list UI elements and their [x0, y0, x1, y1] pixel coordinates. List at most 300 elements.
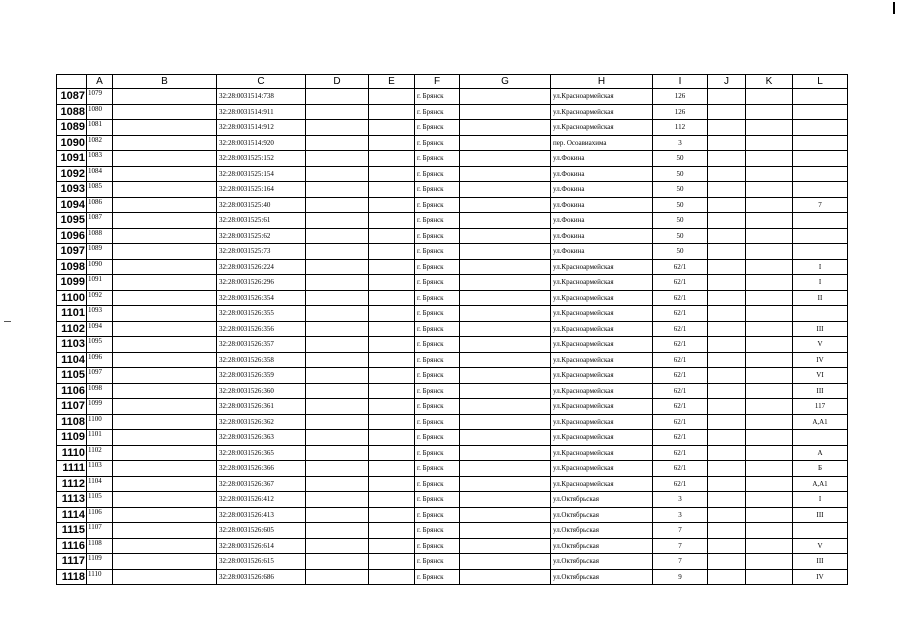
- cell-k[interactable]: [746, 430, 793, 446]
- cell-j[interactable]: [708, 430, 746, 446]
- cell-a[interactable]: 1096: [87, 352, 113, 368]
- cell-a[interactable]: 1110: [87, 569, 113, 585]
- cell-l[interactable]: А,А1: [793, 414, 848, 430]
- cell-b[interactable]: [113, 104, 217, 120]
- cell-b[interactable]: [113, 89, 217, 105]
- cell-l[interactable]: А: [793, 445, 848, 461]
- cell-h[interactable]: ул.Красноармейская: [551, 352, 653, 368]
- row-number[interactable]: 1108: [57, 414, 87, 430]
- row-number[interactable]: 1098: [57, 259, 87, 275]
- cell-i[interactable]: 62/1: [653, 352, 708, 368]
- cell-f[interactable]: г. Брянск: [415, 507, 460, 523]
- cell-l[interactable]: I: [793, 275, 848, 291]
- cell-d[interactable]: [306, 445, 369, 461]
- cell-k[interactable]: [746, 337, 793, 353]
- cell-f[interactable]: г. Брянск: [415, 120, 460, 136]
- cell-e[interactable]: [369, 368, 415, 384]
- cell-b[interactable]: [113, 337, 217, 353]
- row-number[interactable]: 1090: [57, 135, 87, 151]
- cell-k[interactable]: [746, 104, 793, 120]
- cell-h[interactable]: ул.Октябрьская: [551, 507, 653, 523]
- cell-g[interactable]: [460, 151, 551, 167]
- cell-i[interactable]: 50: [653, 244, 708, 260]
- cell-f[interactable]: г. Брянск: [415, 166, 460, 182]
- cell-g[interactable]: [460, 275, 551, 291]
- cell-l[interactable]: [793, 228, 848, 244]
- cell-g[interactable]: [460, 182, 551, 198]
- column-header-f[interactable]: F: [415, 75, 460, 89]
- cell-j[interactable]: [708, 89, 746, 105]
- cell-f[interactable]: г. Брянск: [415, 492, 460, 508]
- cell-e[interactable]: [369, 104, 415, 120]
- column-header-k[interactable]: K: [746, 75, 793, 89]
- cell-j[interactable]: [708, 507, 746, 523]
- cell-d[interactable]: [306, 166, 369, 182]
- cell-j[interactable]: [708, 321, 746, 337]
- row-number[interactable]: 1101: [57, 306, 87, 322]
- cell-g[interactable]: [460, 538, 551, 554]
- row-number[interactable]: 1093: [57, 182, 87, 198]
- cell-j[interactable]: [708, 306, 746, 322]
- cell-b[interactable]: [113, 414, 217, 430]
- cell-k[interactable]: [746, 166, 793, 182]
- cell-h[interactable]: ул.Фокина: [551, 213, 653, 229]
- cell-f[interactable]: г. Брянск: [415, 461, 460, 477]
- cell-k[interactable]: [746, 569, 793, 585]
- cell-h[interactable]: ул.Красноармейская: [551, 104, 653, 120]
- cell-j[interactable]: [708, 104, 746, 120]
- cell-l[interactable]: I: [793, 492, 848, 508]
- cell-h[interactable]: ул.Красноармейская: [551, 383, 653, 399]
- cell-c[interactable]: 32:28:0031525:62: [217, 228, 306, 244]
- cell-i[interactable]: 7: [653, 538, 708, 554]
- cell-a[interactable]: 1107: [87, 523, 113, 539]
- cell-c[interactable]: 32:28:0031526:355: [217, 306, 306, 322]
- cell-h[interactable]: ул.Красноармейская: [551, 275, 653, 291]
- column-header-l[interactable]: L: [793, 75, 848, 89]
- cell-g[interactable]: [460, 569, 551, 585]
- cell-b[interactable]: [113, 120, 217, 136]
- cell-a[interactable]: 1080: [87, 104, 113, 120]
- cell-i[interactable]: 126: [653, 104, 708, 120]
- cell-e[interactable]: [369, 383, 415, 399]
- cell-l[interactable]: IV: [793, 352, 848, 368]
- cell-f[interactable]: г. Брянск: [415, 337, 460, 353]
- cell-h[interactable]: ул.Фокина: [551, 151, 653, 167]
- cell-j[interactable]: [708, 337, 746, 353]
- row-number[interactable]: 1103: [57, 337, 87, 353]
- cell-f[interactable]: г. Брянск: [415, 151, 460, 167]
- cell-b[interactable]: [113, 352, 217, 368]
- cell-a[interactable]: 1090: [87, 259, 113, 275]
- cell-h[interactable]: ул.Красноармейская: [551, 476, 653, 492]
- cell-l[interactable]: VI: [793, 368, 848, 384]
- cell-a[interactable]: 1104: [87, 476, 113, 492]
- cell-j[interactable]: [708, 244, 746, 260]
- cell-e[interactable]: [369, 399, 415, 415]
- corner-header[interactable]: [57, 75, 87, 89]
- cell-i[interactable]: 50: [653, 166, 708, 182]
- cell-l[interactable]: [793, 182, 848, 198]
- cell-g[interactable]: [460, 399, 551, 415]
- cell-l[interactable]: III: [793, 554, 848, 570]
- cell-i[interactable]: 50: [653, 228, 708, 244]
- cell-k[interactable]: [746, 538, 793, 554]
- cell-k[interactable]: [746, 445, 793, 461]
- cell-i[interactable]: 9: [653, 569, 708, 585]
- cell-k[interactable]: [746, 352, 793, 368]
- cell-h[interactable]: ул.Красноармейская: [551, 120, 653, 136]
- cell-c[interactable]: 32:28:0031526:615: [217, 554, 306, 570]
- cell-c[interactable]: 32:28:0031526:357: [217, 337, 306, 353]
- cell-b[interactable]: [113, 290, 217, 306]
- cell-e[interactable]: [369, 523, 415, 539]
- cell-h[interactable]: пер. Осоавиахима: [551, 135, 653, 151]
- cell-b[interactable]: [113, 507, 217, 523]
- cell-g[interactable]: [460, 120, 551, 136]
- cell-k[interactable]: [746, 135, 793, 151]
- cell-k[interactable]: [746, 368, 793, 384]
- row-number[interactable]: 1102: [57, 321, 87, 337]
- cell-l[interactable]: А,А1: [793, 476, 848, 492]
- cell-l[interactable]: IV: [793, 569, 848, 585]
- cell-f[interactable]: г. Брянск: [415, 523, 460, 539]
- cell-j[interactable]: [708, 182, 746, 198]
- cell-h[interactable]: ул.Октябрьская: [551, 523, 653, 539]
- cell-c[interactable]: 32:28:0031526:362: [217, 414, 306, 430]
- cell-k[interactable]: [746, 523, 793, 539]
- cell-k[interactable]: [746, 290, 793, 306]
- cell-b[interactable]: [113, 213, 217, 229]
- cell-j[interactable]: [708, 569, 746, 585]
- cell-c[interactable]: 32:28:0031526:366: [217, 461, 306, 477]
- cell-l[interactable]: [793, 89, 848, 105]
- cell-j[interactable]: [708, 197, 746, 213]
- cell-l[interactable]: [793, 244, 848, 260]
- cell-e[interactable]: [369, 461, 415, 477]
- cell-i[interactable]: 7: [653, 523, 708, 539]
- cell-b[interactable]: [113, 182, 217, 198]
- cell-b[interactable]: [113, 430, 217, 446]
- cell-e[interactable]: [369, 337, 415, 353]
- cell-k[interactable]: [746, 554, 793, 570]
- cell-b[interactable]: [113, 166, 217, 182]
- cell-g[interactable]: [460, 321, 551, 337]
- cell-l[interactable]: III: [793, 507, 848, 523]
- cell-f[interactable]: г. Брянск: [415, 445, 460, 461]
- cell-l[interactable]: [793, 120, 848, 136]
- cell-k[interactable]: [746, 492, 793, 508]
- row-number[interactable]: 1088: [57, 104, 87, 120]
- row-number[interactable]: 1117: [57, 554, 87, 570]
- cell-e[interactable]: [369, 492, 415, 508]
- row-number[interactable]: 1114: [57, 507, 87, 523]
- cell-f[interactable]: г. Брянск: [415, 104, 460, 120]
- cell-k[interactable]: [746, 259, 793, 275]
- cell-k[interactable]: [746, 244, 793, 260]
- cell-g[interactable]: [460, 197, 551, 213]
- cell-g[interactable]: [460, 135, 551, 151]
- cell-b[interactable]: [113, 554, 217, 570]
- cell-b[interactable]: [113, 306, 217, 322]
- cell-f[interactable]: г. Брянск: [415, 244, 460, 260]
- cell-f[interactable]: г. Брянск: [415, 228, 460, 244]
- cell-c[interactable]: 32:28:0031526:614: [217, 538, 306, 554]
- cell-b[interactable]: [113, 538, 217, 554]
- cell-a[interactable]: 1087: [87, 213, 113, 229]
- cell-c[interactable]: 32:28:0031526:605: [217, 523, 306, 539]
- cell-c[interactable]: 32:28:0031526:354: [217, 290, 306, 306]
- cell-c[interactable]: 32:28:0031525:164: [217, 182, 306, 198]
- cell-g[interactable]: [460, 166, 551, 182]
- cell-g[interactable]: [460, 244, 551, 260]
- cell-h[interactable]: ул.Красноармейская: [551, 337, 653, 353]
- cell-g[interactable]: [460, 554, 551, 570]
- cell-c[interactable]: 32:28:0031526:365: [217, 445, 306, 461]
- cell-k[interactable]: [746, 383, 793, 399]
- cell-e[interactable]: [369, 414, 415, 430]
- cell-f[interactable]: г. Брянск: [415, 259, 460, 275]
- cell-h[interactable]: ул.Октябрьская: [551, 569, 653, 585]
- cell-h[interactable]: ул.Красноармейская: [551, 321, 653, 337]
- cell-j[interactable]: [708, 538, 746, 554]
- cell-a[interactable]: 1079: [87, 89, 113, 105]
- cell-e[interactable]: [369, 321, 415, 337]
- cell-h[interactable]: ул.Красноармейская: [551, 399, 653, 415]
- cell-j[interactable]: [708, 399, 746, 415]
- cell-c[interactable]: 32:28:0031526:363: [217, 430, 306, 446]
- cell-d[interactable]: [306, 523, 369, 539]
- cell-b[interactable]: [113, 321, 217, 337]
- cell-b[interactable]: [113, 228, 217, 244]
- cell-i[interactable]: 62/1: [653, 275, 708, 291]
- cell-i[interactable]: 62/1: [653, 399, 708, 415]
- row-number[interactable]: 1096: [57, 228, 87, 244]
- cell-h[interactable]: ул.Фокина: [551, 166, 653, 182]
- cell-c[interactable]: 32:28:0031526:358: [217, 352, 306, 368]
- cell-a[interactable]: 1095: [87, 337, 113, 353]
- cell-j[interactable]: [708, 228, 746, 244]
- cell-j[interactable]: [708, 259, 746, 275]
- cell-d[interactable]: [306, 213, 369, 229]
- cell-k[interactable]: [746, 414, 793, 430]
- column-header-h[interactable]: H: [551, 75, 653, 89]
- cell-h[interactable]: ул.Октябрьская: [551, 538, 653, 554]
- cell-e[interactable]: [369, 569, 415, 585]
- cell-g[interactable]: [460, 461, 551, 477]
- cell-i[interactable]: 3: [653, 492, 708, 508]
- cell-l[interactable]: [793, 430, 848, 446]
- column-header-c[interactable]: C: [217, 75, 306, 89]
- cell-b[interactable]: [113, 368, 217, 384]
- cell-g[interactable]: [460, 306, 551, 322]
- cell-j[interactable]: [708, 476, 746, 492]
- cell-b[interactable]: [113, 151, 217, 167]
- row-number[interactable]: 1111: [57, 461, 87, 477]
- cell-g[interactable]: [460, 352, 551, 368]
- cell-l[interactable]: V: [793, 337, 848, 353]
- cell-h[interactable]: ул.Красноармейская: [551, 414, 653, 430]
- column-header-j[interactable]: J: [708, 75, 746, 89]
- cell-c[interactable]: 32:28:0031525:154: [217, 166, 306, 182]
- cell-l[interactable]: 7: [793, 197, 848, 213]
- row-number[interactable]: 1097: [57, 244, 87, 260]
- cell-f[interactable]: г. Брянск: [415, 306, 460, 322]
- cell-i[interactable]: 62/1: [653, 430, 708, 446]
- cell-j[interactable]: [708, 554, 746, 570]
- cell-i[interactable]: 50: [653, 213, 708, 229]
- cell-c[interactable]: 32:28:0031526:224: [217, 259, 306, 275]
- cell-e[interactable]: [369, 275, 415, 291]
- row-number[interactable]: 1109: [57, 430, 87, 446]
- cell-e[interactable]: [369, 538, 415, 554]
- cell-i[interactable]: 62/1: [653, 368, 708, 384]
- cell-a[interactable]: 1094: [87, 321, 113, 337]
- cell-j[interactable]: [708, 120, 746, 136]
- cell-d[interactable]: [306, 399, 369, 415]
- cell-h[interactable]: ул.Фокина: [551, 228, 653, 244]
- column-header-e[interactable]: E: [369, 75, 415, 89]
- row-number[interactable]: 1095: [57, 213, 87, 229]
- cell-d[interactable]: [306, 259, 369, 275]
- cell-i[interactable]: 3: [653, 507, 708, 523]
- cell-k[interactable]: [746, 399, 793, 415]
- cell-f[interactable]: г. Брянск: [415, 275, 460, 291]
- cell-f[interactable]: г. Брянск: [415, 352, 460, 368]
- cell-b[interactable]: [113, 399, 217, 415]
- cell-e[interactable]: [369, 352, 415, 368]
- row-number[interactable]: 1107: [57, 399, 87, 415]
- column-header-b[interactable]: B: [113, 75, 217, 89]
- cell-a[interactable]: 1102: [87, 445, 113, 461]
- cell-c[interactable]: 32:28:0031525:40: [217, 197, 306, 213]
- cell-c[interactable]: 32:28:0031526:356: [217, 321, 306, 337]
- row-number[interactable]: 1099: [57, 275, 87, 291]
- cell-l[interactable]: II: [793, 290, 848, 306]
- cell-d[interactable]: [306, 554, 369, 570]
- row-number[interactable]: 1105: [57, 368, 87, 384]
- cell-i[interactable]: 62/1: [653, 461, 708, 477]
- row-number[interactable]: 1112: [57, 476, 87, 492]
- cell-l[interactable]: [793, 151, 848, 167]
- cell-e[interactable]: [369, 213, 415, 229]
- cell-f[interactable]: г. Брянск: [415, 383, 460, 399]
- cell-e[interactable]: [369, 151, 415, 167]
- column-header-a[interactable]: A: [87, 75, 113, 89]
- cell-j[interactable]: [708, 368, 746, 384]
- cell-h[interactable]: ул.Красноармейская: [551, 368, 653, 384]
- row-number[interactable]: 1116: [57, 538, 87, 554]
- cell-h[interactable]: ул.Октябрьская: [551, 554, 653, 570]
- cell-e[interactable]: [369, 166, 415, 182]
- cell-k[interactable]: [746, 275, 793, 291]
- cell-g[interactable]: [460, 383, 551, 399]
- cell-e[interactable]: [369, 507, 415, 523]
- cell-a[interactable]: 1081: [87, 120, 113, 136]
- cell-b[interactable]: [113, 461, 217, 477]
- cell-h[interactable]: ул.Фокина: [551, 182, 653, 198]
- cell-j[interactable]: [708, 166, 746, 182]
- cell-c[interactable]: 32:28:0031526:367: [217, 476, 306, 492]
- cell-d[interactable]: [306, 430, 369, 446]
- cell-c[interactable]: 32:28:0031514:738: [217, 89, 306, 105]
- cell-i[interactable]: 62/1: [653, 476, 708, 492]
- cell-i[interactable]: 62/1: [653, 321, 708, 337]
- cell-h[interactable]: ул.Красноармейская: [551, 259, 653, 275]
- row-number[interactable]: 1087: [57, 89, 87, 105]
- cell-c[interactable]: 32:28:0031526:296: [217, 275, 306, 291]
- cell-c[interactable]: 32:28:0031525:61: [217, 213, 306, 229]
- cell-d[interactable]: [306, 244, 369, 260]
- cell-f[interactable]: г. Брянск: [415, 290, 460, 306]
- cell-b[interactable]: [113, 445, 217, 461]
- cell-l[interactable]: III: [793, 383, 848, 399]
- cell-i[interactable]: 7: [653, 554, 708, 570]
- cell-j[interactable]: [708, 523, 746, 539]
- cell-d[interactable]: [306, 352, 369, 368]
- cell-d[interactable]: [306, 321, 369, 337]
- cell-i[interactable]: 112: [653, 120, 708, 136]
- cell-l[interactable]: I: [793, 259, 848, 275]
- cell-d[interactable]: [306, 538, 369, 554]
- column-header-d[interactable]: D: [306, 75, 369, 89]
- cell-h[interactable]: ул.Красноармейская: [551, 461, 653, 477]
- row-number[interactable]: 1110: [57, 445, 87, 461]
- cell-i[interactable]: 62/1: [653, 383, 708, 399]
- row-number[interactable]: 1092: [57, 166, 87, 182]
- cell-l[interactable]: [793, 213, 848, 229]
- cell-g[interactable]: [460, 104, 551, 120]
- cell-b[interactable]: [113, 135, 217, 151]
- cell-a[interactable]: 1091: [87, 275, 113, 291]
- cell-f[interactable]: г. Брянск: [415, 135, 460, 151]
- cell-a[interactable]: 1086: [87, 197, 113, 213]
- cell-c[interactable]: 32:28:0031514:911: [217, 104, 306, 120]
- cell-h[interactable]: ул.Октябрьская: [551, 492, 653, 508]
- cell-c[interactable]: 32:28:0031514:912: [217, 120, 306, 136]
- cell-a[interactable]: 1082: [87, 135, 113, 151]
- cell-e[interactable]: [369, 430, 415, 446]
- cell-d[interactable]: [306, 135, 369, 151]
- cell-a[interactable]: 1106: [87, 507, 113, 523]
- cell-h[interactable]: ул.Красноармейская: [551, 430, 653, 446]
- cell-g[interactable]: [460, 368, 551, 384]
- row-number[interactable]: 1118: [57, 569, 87, 585]
- cell-a[interactable]: 1098: [87, 383, 113, 399]
- cell-l[interactable]: [793, 166, 848, 182]
- cell-b[interactable]: [113, 197, 217, 213]
- cell-k[interactable]: [746, 228, 793, 244]
- cell-b[interactable]: [113, 523, 217, 539]
- cell-d[interactable]: [306, 151, 369, 167]
- cell-a[interactable]: 1103: [87, 461, 113, 477]
- cell-a[interactable]: 1088: [87, 228, 113, 244]
- cell-i[interactable]: 62/1: [653, 306, 708, 322]
- cell-l[interactable]: [793, 306, 848, 322]
- cell-d[interactable]: [306, 337, 369, 353]
- cell-f[interactable]: г. Брянск: [415, 89, 460, 105]
- cell-k[interactable]: [746, 197, 793, 213]
- cell-j[interactable]: [708, 445, 746, 461]
- cell-h[interactable]: ул.Фокина: [551, 197, 653, 213]
- cell-k[interactable]: [746, 306, 793, 322]
- cell-g[interactable]: [460, 445, 551, 461]
- cell-f[interactable]: г. Брянск: [415, 368, 460, 384]
- cell-e[interactable]: [369, 290, 415, 306]
- cell-e[interactable]: [369, 476, 415, 492]
- cell-c[interactable]: 32:28:0031526:412: [217, 492, 306, 508]
- cell-f[interactable]: г. Брянск: [415, 554, 460, 570]
